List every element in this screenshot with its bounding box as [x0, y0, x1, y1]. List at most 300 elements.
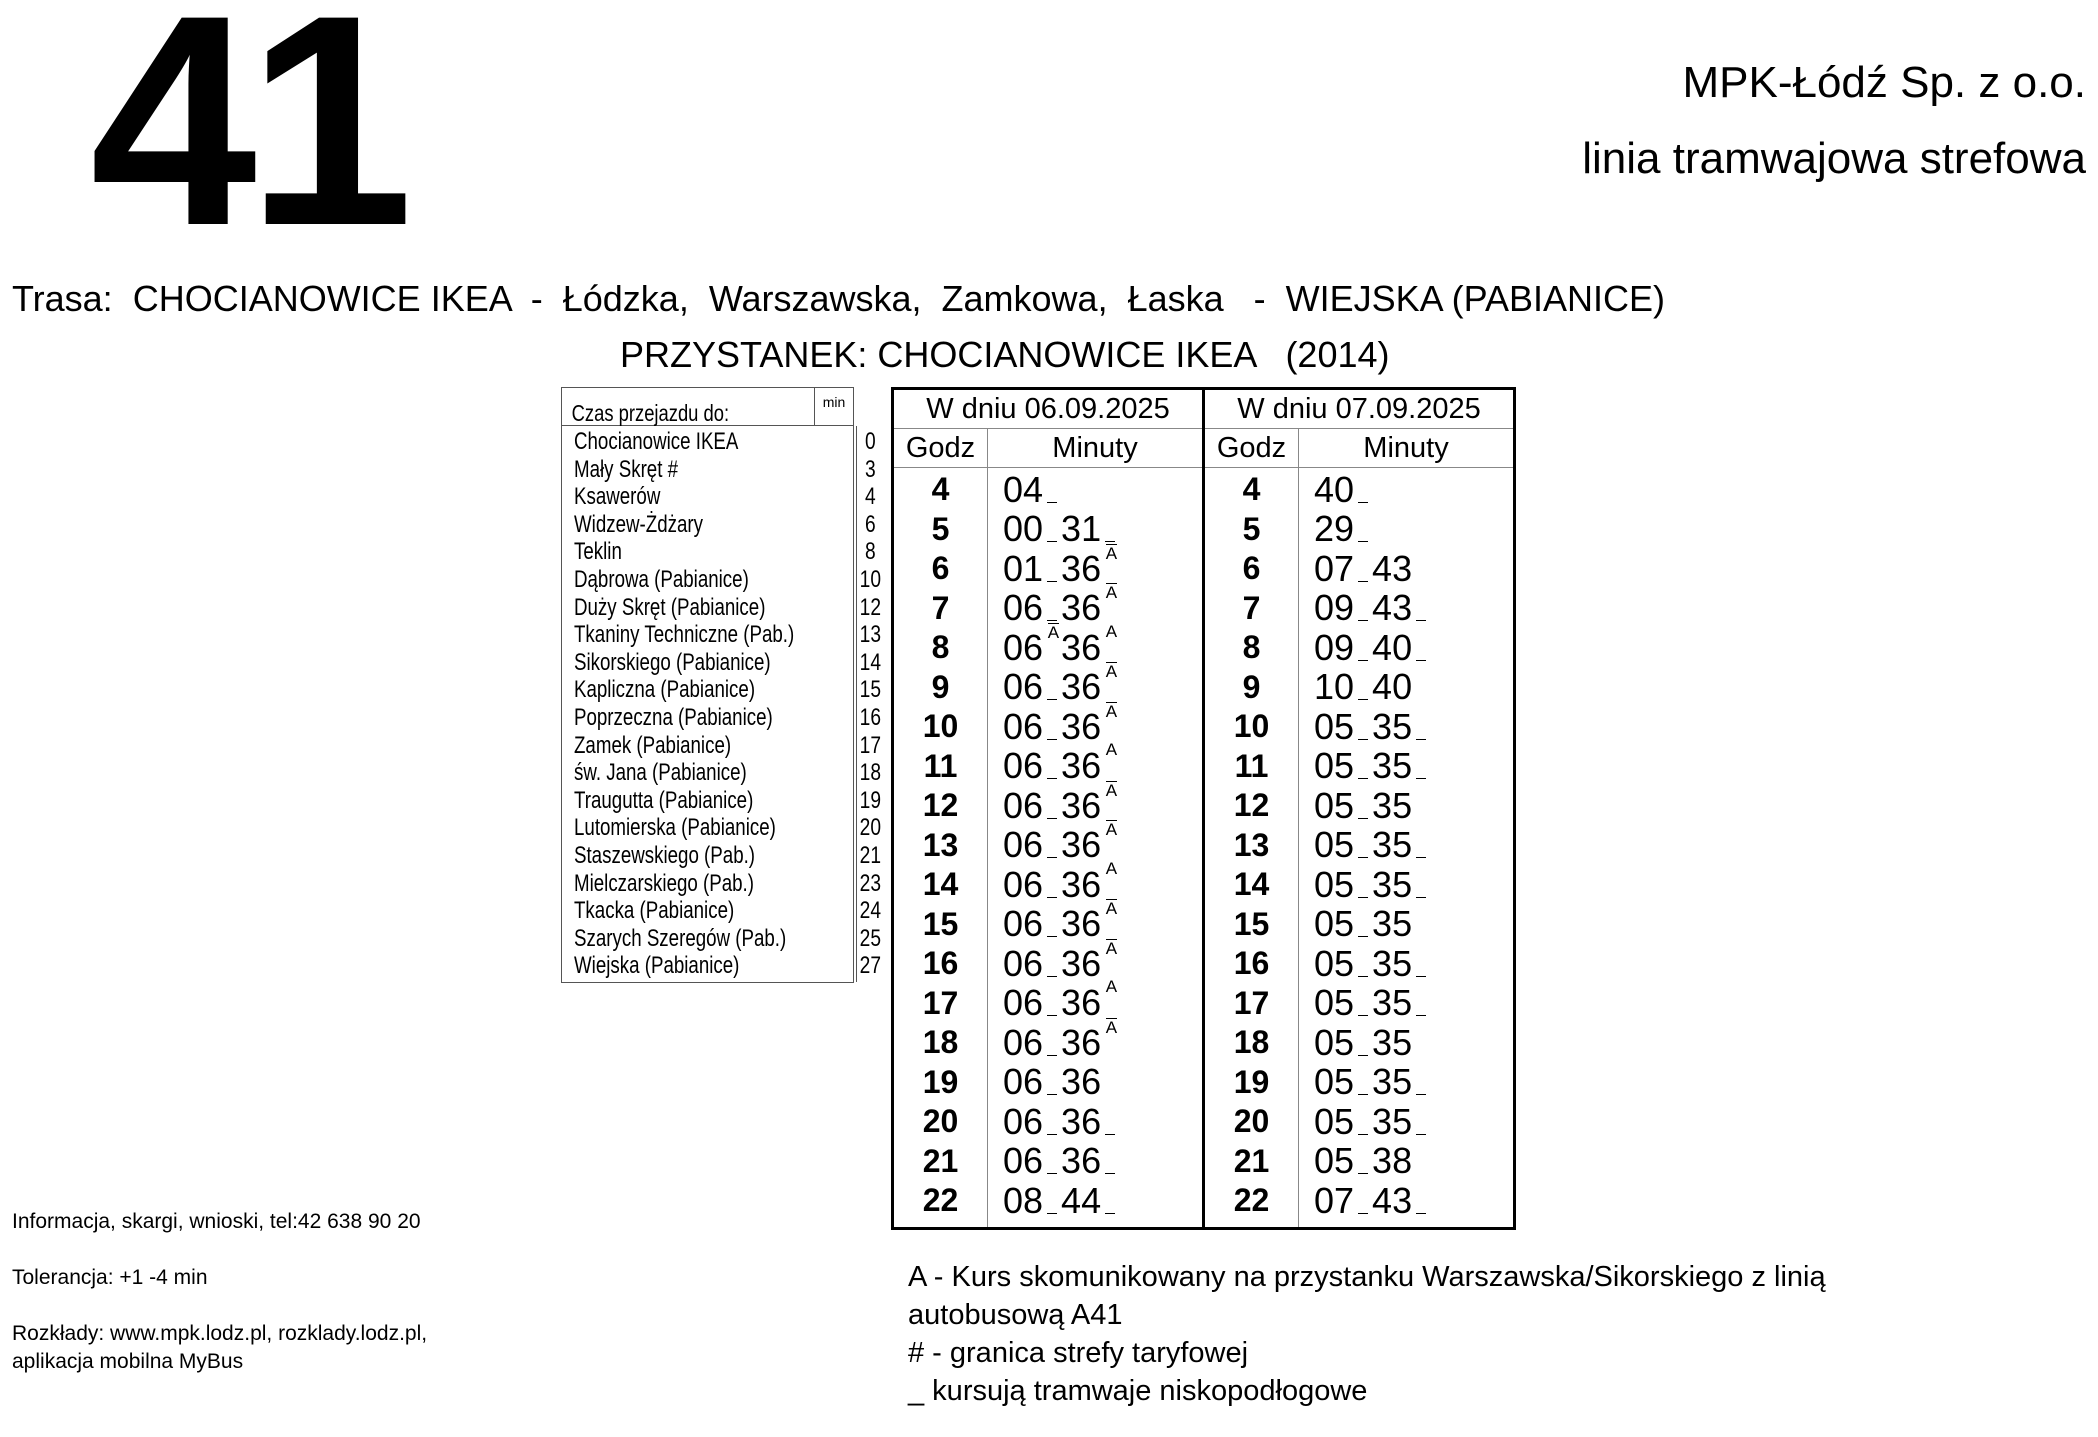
timetable-day-2: [1205, 390, 1513, 1227]
minutes-list: [1298, 666, 1430, 708]
departure-minute: [1061, 621, 1118, 669]
legend-a-line1: A - Kurs skomunikowany na przystanku Warszawska/Sikorskiego z linią: [908, 1261, 1826, 1293]
minute-value: 43: [1372, 547, 1413, 589]
hour-row: [894, 1142, 1202, 1182]
minute-value: 07: [1314, 547, 1355, 589]
departure-minute: [1314, 666, 1354, 708]
hour-row: [1205, 826, 1513, 866]
hour-cell: 11: [1234, 747, 1269, 784]
minutes-list: [1298, 627, 1430, 669]
minutes-list: [987, 1140, 1119, 1182]
minute-value: 44: [1061, 1179, 1102, 1221]
tolerance-info: Tolerancja: +1 -4 min: [12, 1266, 208, 1289]
hour-cell: 5: [931, 510, 950, 547]
departure-minute: [1314, 785, 1354, 827]
minute-value: 36: [1061, 942, 1102, 984]
departure-minute: [1372, 824, 1412, 866]
departure-minute: [1003, 824, 1043, 866]
departure-minute: [1314, 508, 1354, 550]
minutes-column-header: Minuty: [1052, 432, 1138, 464]
minute-value: 00: [1003, 508, 1044, 550]
departure-minute: [1372, 864, 1412, 906]
connection-marker: A: [1105, 662, 1118, 682]
departure-minute: [1003, 1140, 1043, 1182]
departure-minute: [1314, 903, 1354, 945]
departure-minute: [1314, 1101, 1354, 1143]
travel-stop-minutes: 17: [860, 731, 882, 759]
minutes-list: [1298, 785, 1430, 827]
hour-row: [894, 543, 1202, 589]
hour-cell: 15: [922, 905, 959, 942]
departure-minute: [1003, 745, 1043, 787]
minutes-list: [1298, 508, 1372, 550]
minute-value: 05: [1314, 942, 1355, 984]
minute-value: 07: [1314, 1179, 1355, 1221]
minute-value: 05: [1314, 982, 1355, 1024]
minutes-list: [987, 740, 1119, 787]
hour-cell: 7: [931, 589, 950, 626]
minute-value: 05: [1314, 1021, 1355, 1063]
departure-minute: [1314, 706, 1354, 748]
hour-cell: 10: [1233, 708, 1270, 745]
schedules-line-2: aplikacja mobilna MyBus: [12, 1350, 244, 1373]
minute-value: 09: [1314, 587, 1355, 629]
minute-value: 35: [1372, 982, 1413, 1024]
hour-cell: 17: [922, 984, 959, 1021]
hour-cell: 16: [922, 945, 959, 982]
hour-cell: 14: [922, 866, 959, 903]
hour-row: [894, 1017, 1202, 1063]
hour-row: [894, 510, 1202, 550]
hour-row: [1205, 510, 1513, 550]
minutes-list: [1298, 548, 1430, 590]
hour-cell: 22: [1233, 1182, 1270, 1219]
travel-stop-minutes: 4: [865, 483, 877, 511]
hour-row: [894, 977, 1202, 1024]
departure-minute: [1314, 1140, 1354, 1182]
travel-stop-name: Tkaniny Techniczne (Pab.): [574, 621, 795, 649]
minutes-list: [1298, 864, 1430, 906]
hour-row: [1205, 1023, 1513, 1063]
hour-cell: 21: [1233, 1142, 1270, 1179]
hour-column-header: Godz: [894, 429, 988, 467]
minute-value: 36: [1061, 903, 1102, 945]
minute-value: 05: [1314, 1140, 1355, 1182]
minute-value: 06: [1003, 1100, 1044, 1142]
travel-time-body: [562, 426, 882, 982]
minute-value: 35: [1372, 745, 1413, 787]
departure-minute: [1314, 627, 1354, 669]
minute-value: 05: [1314, 1061, 1355, 1103]
departure-minute: [1061, 1140, 1101, 1182]
hour-row: [894, 621, 1202, 668]
hour-cell: 19: [1233, 1063, 1270, 1100]
travel-time-header-min: min: [814, 388, 853, 425]
minutes-list: [1298, 1022, 1430, 1064]
travel-stop-minutes: 27: [860, 952, 882, 980]
connection-marker: A: [1105, 1017, 1118, 1037]
departure-minute: [1003, 666, 1043, 708]
legend-a-line2: autobusową A41: [908, 1299, 1123, 1331]
minutes-list: [1298, 903, 1430, 945]
travel-stop-name: Chocianowice IKEA: [574, 428, 739, 455]
connection-marker: A: [1105, 858, 1118, 878]
hour-cell: 10: [922, 708, 959, 745]
travel-stop-name: Zamek (Pabianice): [574, 731, 732, 759]
hour-row: [1205, 707, 1513, 747]
departure-minute: [1372, 785, 1412, 827]
travel-stop-minutes: 19: [860, 786, 882, 814]
minutes-list: [987, 701, 1119, 748]
minute-value: 36: [1061, 1021, 1102, 1063]
departure-minute: [1061, 1101, 1101, 1143]
hour-cell: 6: [1242, 550, 1261, 587]
departure-timetable: [891, 387, 1516, 1230]
travel-stop-minutes: 8: [865, 538, 877, 566]
minutes-list: [987, 1061, 1119, 1103]
hour-cell: 4: [931, 471, 950, 508]
minute-value: 06: [1003, 982, 1044, 1024]
departure-minute: [1003, 785, 1043, 827]
minute-value: 06: [1003, 626, 1044, 668]
minute-value: 36: [1061, 1061, 1102, 1103]
minute-value: 35: [1372, 903, 1413, 945]
hour-row: [1205, 905, 1513, 945]
minute-value: 05: [1314, 784, 1355, 826]
travel-stop-name: Kapliczna (Pabianice): [574, 676, 756, 704]
minute-value: 36: [1061, 824, 1102, 866]
minutes-list: [987, 1017, 1119, 1064]
departure-minute: [1003, 864, 1043, 906]
minute-value: 06: [1003, 705, 1044, 747]
hour-cell: 18: [1233, 1024, 1270, 1061]
hour-row: [1205, 589, 1513, 629]
line-type: linia tramwajowa strefowa: [1582, 134, 2086, 183]
travel-stop-minutes: 0: [865, 428, 877, 455]
travel-stop-minutes: 25: [860, 924, 882, 952]
minute-value: 35: [1372, 863, 1413, 905]
connection-marker: A: [1105, 899, 1118, 919]
hour-cell: 13: [922, 826, 959, 863]
departure-minute: [1003, 1101, 1043, 1143]
departure-minute: [1061, 977, 1118, 1024]
travel-stop-name: Traugutta (Pabianice): [574, 786, 754, 814]
departure-minute: [1003, 943, 1043, 985]
travel-stop-minutes: 16: [860, 703, 882, 731]
minute-value: 06: [1003, 942, 1044, 984]
hour-cell: 9: [931, 668, 950, 705]
departure-minute: [1314, 824, 1354, 866]
minute-value: 36: [1061, 705, 1102, 747]
hour-cell: 21: [922, 1142, 959, 1179]
departure-minute: [1061, 858, 1118, 906]
departure-minute: [1314, 1061, 1354, 1103]
departure-minute: [1372, 1061, 1412, 1103]
minutes-list: [987, 508, 1119, 550]
travel-stop-minutes: 10: [860, 565, 882, 593]
connection-marker: A: [1105, 740, 1118, 760]
departure-minute: [1003, 622, 1060, 669]
minute-value: 36: [1061, 784, 1102, 826]
connection-marker: A: [1105, 977, 1118, 997]
travel-stop-minutes: 14: [860, 648, 882, 676]
minute-value: 06: [1003, 666, 1044, 708]
minute-value: 36: [1061, 666, 1102, 708]
travel-stop-name: Sikorskiego (Pabianice): [574, 648, 771, 676]
minute-value: 36: [1061, 1140, 1102, 1182]
minute-value: 35: [1372, 784, 1413, 826]
hour-cell: 18: [922, 1024, 959, 1061]
hour-cell: 13: [1233, 826, 1270, 863]
departure-minute: [1061, 820, 1118, 866]
travel-stop-name: Szarych Szeregów (Pab.): [574, 924, 787, 952]
column-headers: [1205, 429, 1513, 468]
minute-value: 35: [1372, 705, 1413, 747]
connection-marker: A: [1105, 701, 1118, 721]
travel-stop-minutes: 13: [860, 621, 882, 649]
departure-minute: [1314, 943, 1354, 985]
hour-cell: 8: [1242, 629, 1261, 666]
stop-name: PRZYSTANEK: CHOCIANOWICE IKEA (2014): [620, 334, 1390, 375]
hour-cell: 4: [1242, 471, 1261, 508]
minutes-list: [987, 621, 1119, 669]
hour-row: [1205, 1142, 1513, 1182]
day-title: W dniu 06.09.2025: [894, 390, 1202, 429]
minutes-column-header: Minuty: [1363, 432, 1449, 464]
departure-minute: [1003, 1180, 1043, 1222]
minute-value: 35: [1372, 1100, 1413, 1142]
hour-cell: 16: [1233, 945, 1270, 982]
minutes-list: [1298, 1101, 1430, 1143]
travel-time-table: [561, 387, 882, 983]
hour-row: [894, 1063, 1202, 1103]
hour-row: [894, 858, 1202, 905]
hour-cell: 11: [923, 747, 958, 784]
connection-marker: A: [1105, 583, 1118, 603]
minute-value: 29: [1314, 508, 1355, 550]
minutes-list: [1298, 982, 1430, 1024]
legend: [908, 1258, 1968, 1410]
departure-minute: [1003, 548, 1043, 590]
travel-stop-minutes: 24: [860, 897, 882, 925]
hour-cell: 12: [922, 787, 959, 824]
minutes-list: [1298, 943, 1430, 985]
hour-row: [1205, 470, 1513, 510]
minute-value: 40: [1372, 626, 1413, 668]
minutes-list: [1298, 587, 1430, 629]
minute-value: 36: [1061, 863, 1102, 905]
departure-minute: [1372, 666, 1412, 708]
column-headers: [894, 429, 1202, 468]
hour-cell: 14: [1233, 866, 1270, 903]
minute-value: 05: [1314, 705, 1355, 747]
minute-value: 05: [1314, 863, 1355, 905]
minute-value: 01: [1003, 547, 1044, 589]
departure-minute: [1314, 864, 1354, 906]
travel-stop-name: Dąbrowa (Pabianice): [574, 565, 749, 593]
minute-value: 06: [1003, 824, 1044, 866]
departure-minute: [1061, 780, 1118, 827]
connection-marker: A: [1105, 543, 1118, 563]
minutes-list: [987, 1180, 1119, 1222]
departure-minute: [1061, 1061, 1101, 1103]
minutes-list: [987, 938, 1119, 985]
minutes-list: [1298, 706, 1430, 748]
departure-minute: [1372, 1180, 1412, 1222]
departure-minute: [1372, 627, 1412, 669]
minute-value: 06: [1003, 784, 1044, 826]
minute-value: 06: [1003, 1061, 1044, 1103]
connection-marker: A: [1047, 622, 1060, 642]
departure-minute: [1003, 469, 1043, 511]
hour-cell: 12: [1233, 787, 1270, 824]
minute-value: 35: [1372, 1021, 1413, 1063]
hour-row: [894, 1181, 1202, 1221]
travel-stop-name: Poprzeczna (Pabianice): [574, 703, 773, 731]
travel-stop-minutes: 20: [860, 814, 882, 842]
departure-minute: [1061, 899, 1118, 945]
minutes-list: [987, 858, 1119, 906]
departure-minute: [1372, 1022, 1412, 1064]
minutes-list: [987, 469, 1061, 511]
hour-cell: 6: [931, 550, 950, 587]
travel-stop-name: Staszewskiego (Pab.): [574, 841, 756, 869]
connection-marker: A: [1105, 621, 1118, 641]
hour-row: [894, 820, 1202, 866]
minute-value: 35: [1372, 1061, 1413, 1103]
minute-value: 04: [1003, 468, 1044, 510]
minutes-list: [1298, 469, 1372, 511]
minutes-list: [987, 899, 1119, 945]
travel-stop-minutes: 15: [860, 676, 882, 704]
minute-value: 06: [1003, 1021, 1044, 1063]
hour-row: [1205, 628, 1513, 668]
hour-cell: 15: [1233, 905, 1270, 942]
hour-row: [1205, 786, 1513, 826]
travel-stop-names: [562, 426, 856, 982]
minute-value: 43: [1372, 587, 1413, 629]
minutes-list: [987, 1101, 1119, 1143]
minute-value: 06: [1003, 863, 1044, 905]
minute-value: 36: [1061, 982, 1102, 1024]
departure-minute: [1314, 548, 1354, 590]
minute-value: 36: [1061, 1100, 1102, 1142]
travel-stop-name: Mały Skręt #: [574, 455, 679, 483]
minute-value: 06: [1003, 1140, 1044, 1182]
route-description: Trasa: CHOCIANOWICE IKEA - Łódzka, Warszawska, Zamkowa, Łaska - WIEJSKA (PABIANICE): [12, 278, 1666, 319]
connection-marker: A: [1105, 780, 1118, 800]
hour-row: [1205, 747, 1513, 787]
departure-rows: [894, 470, 1202, 1221]
minute-value: 36: [1061, 547, 1102, 589]
minute-value: 36: [1061, 626, 1102, 668]
minute-value: 35: [1372, 942, 1413, 984]
minutes-list: [1298, 1180, 1430, 1222]
travel-stop-minutes: 6: [865, 510, 877, 538]
minute-value: 06: [1003, 745, 1044, 787]
hour-row: [1205, 668, 1513, 708]
minutes-list: [1298, 745, 1430, 787]
hour-row: [1205, 984, 1513, 1024]
hour-row: [894, 1102, 1202, 1142]
departure-minute: [1061, 1017, 1118, 1064]
minute-value: 40: [1372, 666, 1413, 708]
minute-value: 05: [1314, 1100, 1355, 1142]
travel-stop-minutes: [856, 426, 884, 982]
minute-value: 31: [1061, 508, 1102, 550]
minute-value: 10: [1314, 666, 1355, 708]
connection-marker: A: [1105, 820, 1118, 840]
departure-minute: [1003, 1022, 1043, 1064]
minute-value: 08: [1003, 1179, 1044, 1221]
minute-value: 38: [1372, 1140, 1413, 1182]
hour-column-header: Godz: [1205, 429, 1299, 467]
travel-stop-name: Lutomierska (Pabianice): [574, 814, 776, 842]
minutes-list: [987, 820, 1119, 866]
schedules-line-1: Rozkłady: www.mpk.lodz.pl, rozklady.lodz.pl,: [12, 1322, 428, 1345]
hour-cell: 5: [1242, 510, 1261, 547]
departure-minute: [1003, 1061, 1043, 1103]
travel-stop-name: Widzew-Żdżary: [574, 510, 703, 538]
departure-minute: [1003, 982, 1043, 1024]
hour-cell: 20: [922, 1103, 959, 1140]
legend-low-floor: _ kursują tramwaje niskopodłogowe: [908, 1375, 1368, 1407]
departure-minute: [1372, 548, 1412, 590]
departure-minute: [1314, 587, 1354, 629]
minute-value: 43: [1372, 1179, 1413, 1221]
minutes-list: [1298, 1061, 1430, 1103]
hour-cell: 9: [1242, 668, 1261, 705]
travel-stop-minutes: 12: [860, 593, 882, 621]
departure-minute: [1003, 508, 1043, 550]
departure-minute: [1372, 943, 1412, 985]
minute-value: 05: [1314, 903, 1355, 945]
hour-row: [894, 662, 1202, 708]
hour-row: [894, 470, 1202, 510]
departure-rows: [1205, 470, 1513, 1221]
hour-cell: 20: [1233, 1103, 1270, 1140]
departure-minute: [1061, 701, 1118, 748]
minutes-list: [987, 543, 1119, 590]
travel-time-header-label: Czas przejazdu do:: [571, 400, 730, 426]
hour-cell: 17: [1233, 984, 1270, 1021]
travel-stop-name: Teklin: [574, 538, 622, 566]
hour-row: [1205, 1181, 1513, 1221]
travel-stop-name: Ksawerów: [574, 483, 661, 511]
hour-row: [894, 899, 1202, 945]
hour-row: [1205, 1063, 1513, 1103]
hour-row: [1205, 549, 1513, 589]
departure-minute: [1372, 1140, 1412, 1182]
departure-minute: [1372, 903, 1412, 945]
departure-minute: [1061, 662, 1118, 708]
departure-minute: [1314, 1180, 1354, 1222]
travel-stop-name: Wiejska (Pabianice): [574, 952, 740, 980]
departure-minute: [1372, 745, 1412, 787]
departure-minute: [1372, 706, 1412, 748]
minutes-list: [987, 662, 1119, 708]
minute-value: 36: [1061, 587, 1102, 629]
hour-row: [1205, 865, 1513, 905]
departure-minute: [1372, 587, 1412, 629]
departure-minute: [1372, 982, 1412, 1024]
minutes-list: [987, 780, 1119, 827]
hour-row: [1205, 944, 1513, 984]
travel-stop-minutes: 3: [865, 455, 877, 483]
minutes-list: [1298, 824, 1430, 866]
hour-cell: 22: [922, 1182, 959, 1219]
timetable-day-1: [894, 390, 1205, 1227]
